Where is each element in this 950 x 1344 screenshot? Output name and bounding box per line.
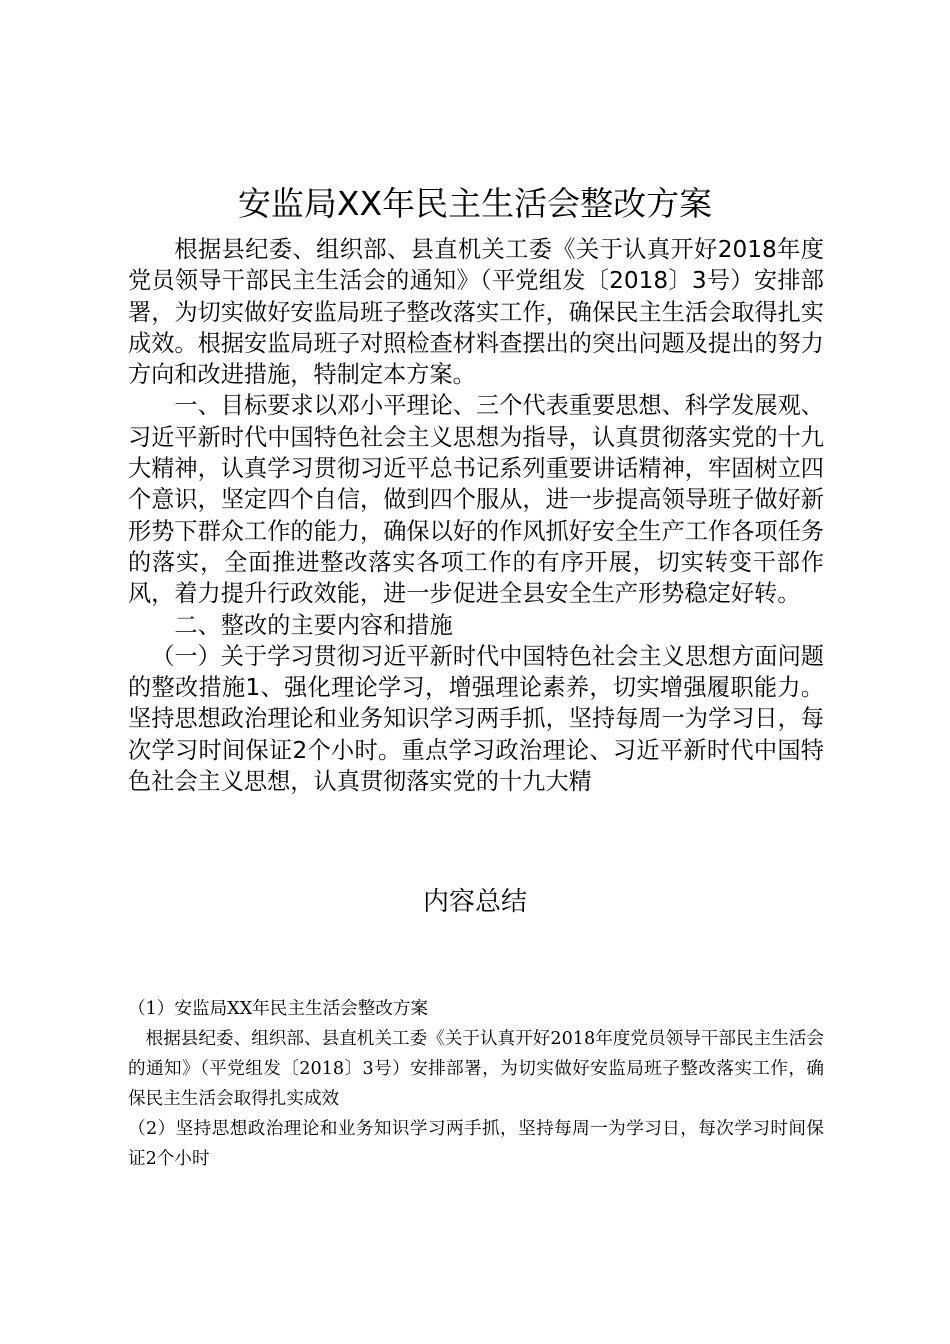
summary-section [128, 994, 824, 1174]
document-body [128, 234, 824, 797]
body-section-heading: 二、整改的主要内容和措施 [174, 611, 453, 639]
summary-item-2: （2）坚持思想政治理论和业务知识学习两手抓，坚持每周一为学习日，每次学习时间保证2个小时 [128, 1119, 824, 1169]
body-paragraph-measures: （一）关于学习贯彻习近平新时代中国特色社会主义思想方面问题的整改措施1、强化理论学习，增强理论素养，切实增强履职能力。坚持思想政治理论和业务知识学习两手抓，坚持每周一为学习日，每次学习时间保证2个小时。重点学习政治理论、习近平新时代中国特色社会主义思想，认真贯彻落实党的十九大精 [128, 642, 824, 796]
document-title: 安监局XX年民主生活会整改方案 [237, 184, 713, 223]
summary-item-1: （1）安监局XX年民主生活会整改方案 [128, 999, 429, 1019]
body-paragraph-goals: 一、目标要求以邓小平理论、三个代表重要思想、科学发展观、习近平新时代中国特色社会主义思想为指导，认真贯彻落实党的十九大精神，认真学习贯彻习近平总书记系列重要讲话精神，牢固树立四个意识，坚定四个自信，做到四个服从，进一步提高领导班子做好新形势下群众工作的能力，确保以好的作风抓好安全生产工作各项任务的落实，全面推进整改落实各项工作的有序开展，切实转变干部作风，着力提升行政效能，进一步促进全县安全生产形势稳定好转。 [128, 392, 824, 608]
body-paragraph-intro: 根据县纪委、组织部、县直机关工委《关于认真开好2018年度党员领导干部民主生活会的通知》（平党组发〔2018〕3号）安排部署，为切实做好安监局班子整改落实工作，确保民主生活会取得扎实成效。根据安监局班子对照检查材料查摆出的突出问题及提出的努力方向和改进措施，特制定本方案。 [128, 236, 824, 389]
summary-heading: 内容总结 [422, 887, 527, 917]
summary-item-1-detail: 根据县纪委、组织部、县直机关工委《关于认真开好2018年度党员领导干部民主生活会的通知》（平党组发〔2018〕3号）安排部署，为切实做好安监局班子整改落实工作，确保民主生活会取得扎实成效 [128, 1029, 824, 1109]
